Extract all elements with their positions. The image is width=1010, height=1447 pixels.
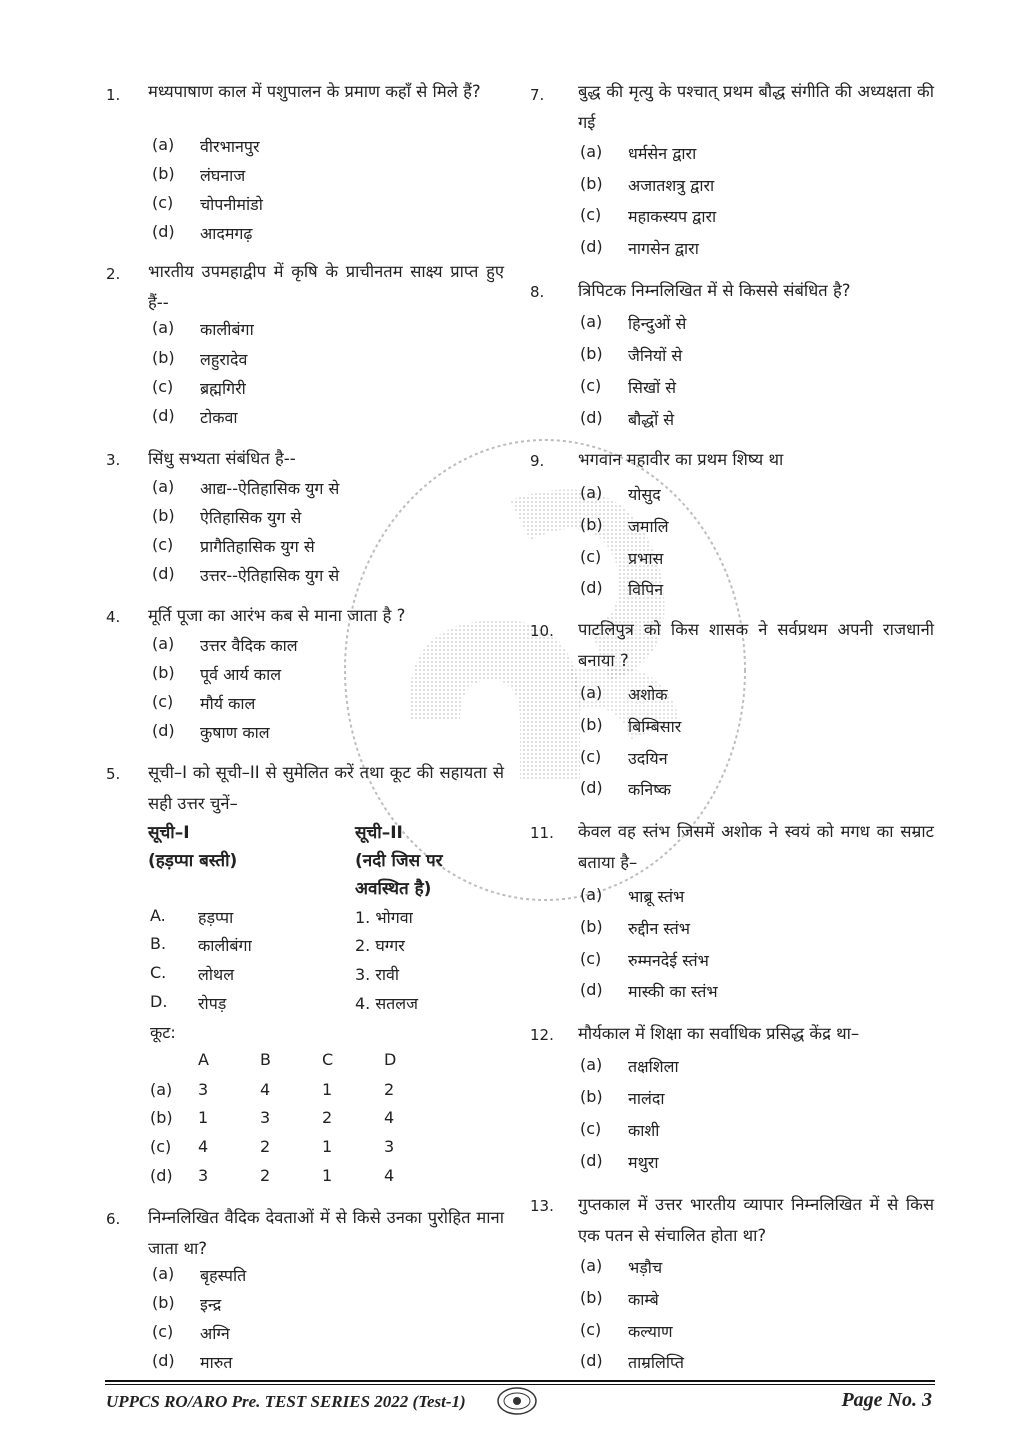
question-number: 2. [106, 265, 121, 283]
match-row-label: C. [150, 963, 167, 982]
match-row-item: हड़प्पा [198, 908, 234, 927]
match-row-label: A. [150, 906, 166, 925]
match-row-label: B. [150, 934, 167, 953]
question-number: 5. [106, 765, 121, 783]
match-row-river: 1. भोगवा [355, 908, 413, 927]
code-header: A [198, 1050, 209, 1069]
question-text: भगवान महावीर का प्रथम शिष्य था [578, 450, 784, 469]
footer-rule [105, 1384, 935, 1385]
question-number: 3. [106, 451, 121, 469]
question-number: 4. [106, 608, 121, 626]
question-text: गुप्तकाल में उत्तर भारतीय व्यापार निम्नलिखित में से किस एक पतन से संचालित होता था? [578, 1195, 934, 1245]
question-text: सूची–I को सूची–II से सुमेलित करें तथा कूट की सहायता से सही उत्तर चुनें– [148, 763, 504, 813]
match-row-label: D. [150, 992, 168, 1011]
question-text: सिंधु सभ्यता संबंधित है-- [148, 449, 296, 468]
question-number: 10. [530, 622, 554, 640]
question-number: 9. [530, 452, 545, 470]
question-number: 8. [530, 283, 545, 301]
match-row-item: लोथल [198, 965, 235, 984]
question-text: त्रिपिटक निम्नलिखित में से किससे संबंधित है? [578, 281, 851, 300]
question-text: केवल वह स्तंभ जिसमें अशोक ने स्वयं को मगध का सम्राट बताया है– [578, 822, 934, 872]
question-text: निम्नलिखित वैदिक देवताओं में से किसे उनका पुरोहित माना जाता था? [148, 1208, 504, 1258]
footer-series-title: UPPCS RO/ARO Pre. TEST SERIES 2022 (Test-1) [106, 1392, 466, 1411]
match-row-river: 4. सतलज [355, 994, 419, 1013]
question-text: पाटलिपुत्र को किस शासक ने सर्वप्रथम अपनी राजधानी बनाया ? [578, 620, 934, 670]
match-row-river: 3. रावी [355, 965, 400, 984]
list2-heading: सूची–II [355, 823, 403, 843]
list1-subheading: (हड़प्पा बस्ती) [148, 851, 238, 871]
question-number: 12. [530, 1026, 554, 1044]
question-text: बुद्ध की मृत्यु के पश्चात् प्रथम बौद्ध संगीति की अध्यक्षता की गई [578, 82, 934, 132]
publisher-logo-icon [496, 1386, 538, 1416]
question-text: मूर्ति पूजा का आरंभ कब से माना जाता है ? [148, 606, 406, 625]
code-header: B [260, 1050, 271, 1069]
footer-rule [105, 1380, 935, 1382]
question-number: 6. [106, 1210, 121, 1228]
code-label: कूट: [150, 1023, 176, 1042]
question-text: भारतीय उपमहाद्वीप में कृषि के प्राचीनतम साक्ष्य प्राप्त हुए हैं-- [148, 262, 504, 312]
code-header: D [384, 1050, 397, 1069]
code-header: C [322, 1050, 334, 1069]
list1-heading: सूची–I [148, 823, 190, 843]
question-number: 7. [530, 86, 545, 104]
list2-subheading: अवस्थित है) [355, 879, 432, 899]
question-text: मौर्यकाल में शिक्षा का सर्वाधिक प्रसिद्ध केंद्र था– [578, 1024, 860, 1043]
match-row-item: कालीबंगा [198, 936, 252, 955]
question-number: 11. [530, 824, 554, 842]
question-number: 13. [530, 1197, 554, 1215]
question-number: 1. [106, 86, 121, 104]
list2-subheading: (नदी जिस पर [355, 851, 443, 871]
page-number: Page No. 3 [841, 1389, 932, 1411]
match-row-item: रोपड़ [198, 994, 227, 1013]
question-text: मध्यपाषाण काल में पशुपालन के प्रमाण कहाँ से मिले हैं? [148, 82, 481, 101]
match-row-river: 2. घग्गर [355, 936, 405, 955]
